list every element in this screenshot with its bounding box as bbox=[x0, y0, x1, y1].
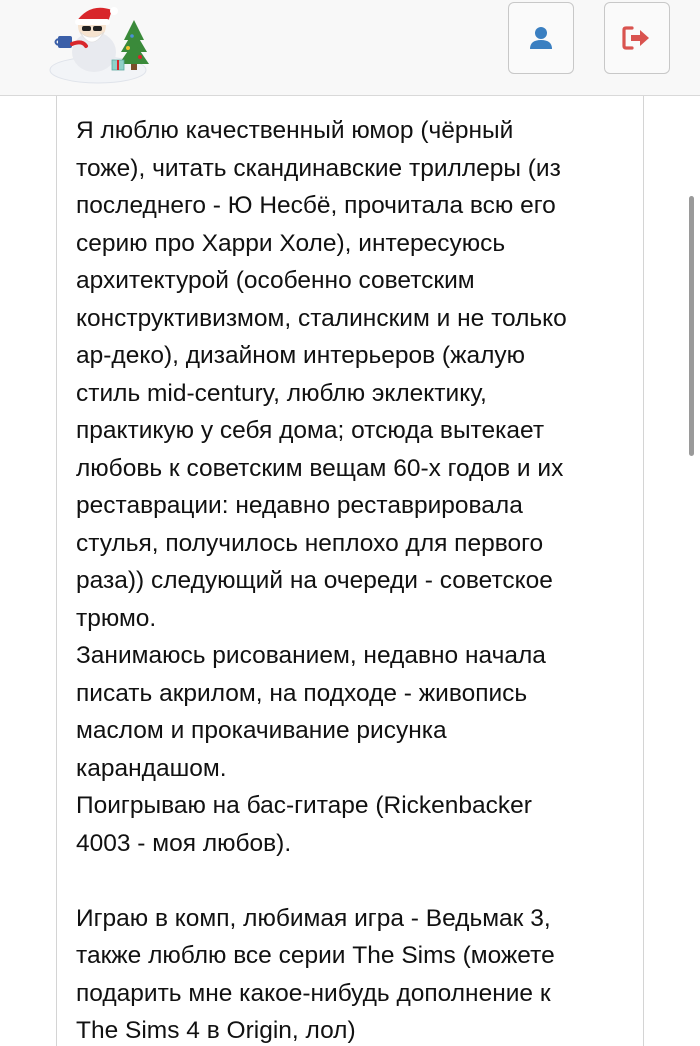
page-scrollbar[interactable] bbox=[689, 196, 694, 456]
user-icon bbox=[528, 25, 554, 51]
about-paragraph-drawing: Занимаюсь рисованием, недавно начала писать акрилом, на подходе - живопись маслом и прокачивание рисунка карандашом. bbox=[76, 642, 546, 782]
logout-button[interactable] bbox=[604, 2, 670, 74]
about-paragraph-bass-guitar: Поигрываю на бас-гитаре (Rickenbacker 4003 - моя любов). bbox=[76, 792, 532, 857]
paragraph-spacer bbox=[76, 862, 633, 900]
about-paragraph-games: Играю в комп, любимая игра - Ведьмак 3, также люблю все серии The Sims (можете подарить мне какое-нибудь дополнение к The Sims 4 в Origin, лол) bbox=[76, 904, 555, 1044]
santa-mascot-icon[interactable] bbox=[46, 0, 154, 84]
logout-icon bbox=[622, 25, 652, 51]
about-paragraph-humor-architecture: Я люблю качественный юмор (чёрный тоже), читать скандинавские триллеры (из последнего - Ю Несбё, прочитала всю его серию про Харри Холе), интересуюсь архитектурой (особенно советским конструктивизмом, сталинским и не только ар-деко), дизайном интерьеров (жалую стиль mid-century, люблю эклектику, практикую у себя дома; отсюда вытекает любовь к советским вещам 60-х годов и их реставрации: недавно реставрировала стулья, получилось неплохо для первого раза)) следующий на очереди - советское трюмо. bbox=[76, 117, 567, 632]
profile-about-panel bbox=[56, 96, 644, 1046]
profile-button[interactable] bbox=[508, 2, 574, 74]
header-bar bbox=[0, 0, 700, 96]
